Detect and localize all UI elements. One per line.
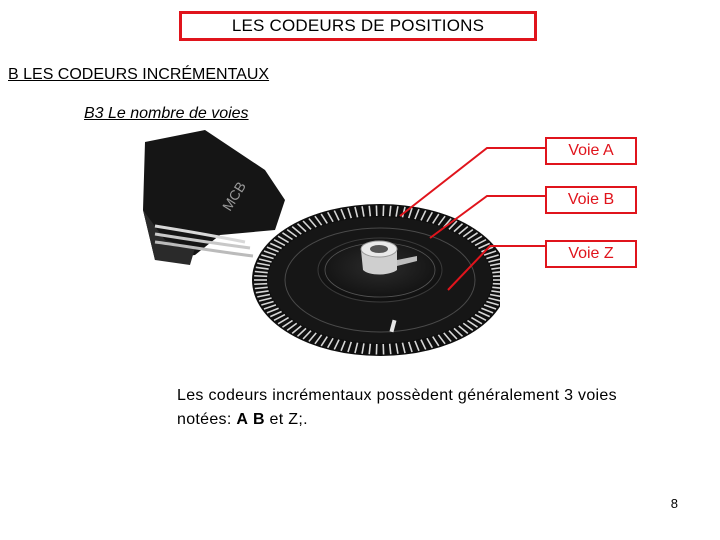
subsection-heading: B3 Le nombre de voies bbox=[84, 105, 249, 122]
callout-voie-z-label: Voie Z bbox=[568, 245, 614, 262]
slide-title-box bbox=[179, 11, 537, 41]
slide-title: LES CODEURS DE POSITIONS bbox=[231, 16, 485, 35]
description-prefix: notées: bbox=[177, 411, 237, 428]
sensor-housing bbox=[143, 130, 285, 265]
description-suffix: et Z;. bbox=[264, 411, 308, 428]
section-heading: B LES CODEURS INCRÉMENTAUX bbox=[8, 66, 270, 83]
page-number: 8 bbox=[670, 496, 678, 511]
encoder-disc-photo bbox=[135, 130, 500, 362]
voie-b-bold: B bbox=[252, 411, 265, 428]
description-text bbox=[177, 384, 677, 432]
voie-a-bold: A bbox=[236, 411, 249, 428]
callout-voie-z bbox=[545, 240, 637, 268]
callout-voie-a-label: Voie A bbox=[568, 142, 614, 159]
description-line-2 bbox=[177, 408, 677, 432]
callout-voie-a bbox=[545, 137, 637, 165]
description-line-1: Les codeurs incrémentaux possèdent généralement 3 voies bbox=[177, 387, 617, 404]
mcb-label: MCB bbox=[218, 178, 250, 214]
callout-voie-b bbox=[545, 186, 637, 214]
encoder-disc bbox=[252, 204, 500, 356]
callout-voie-b-label: Voie B bbox=[567, 191, 615, 208]
